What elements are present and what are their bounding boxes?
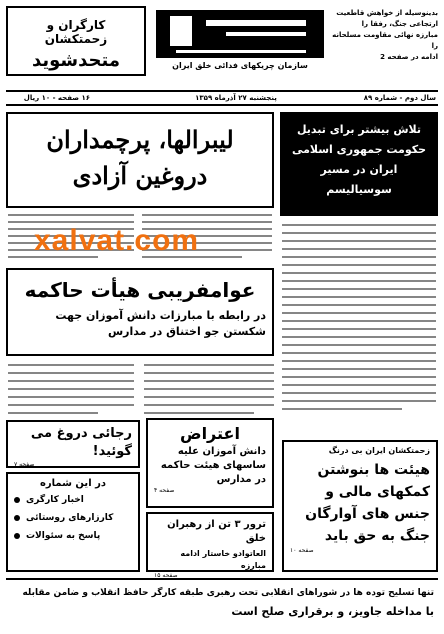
issue-number: سال دوم - شماره ۸۹ <box>363 94 436 102</box>
rajai-box <box>6 420 140 468</box>
terror-text: العاتوادو خاستار ادامه مبارزه <box>180 549 266 570</box>
index-item <box>14 513 132 523</box>
terror-page-ref: صفحه ۱۵ <box>154 572 178 579</box>
middle-article-text <box>8 362 274 418</box>
issue-date: پنجشنبه ۲۷ آذرماه ۱۳۵۹ <box>195 94 277 102</box>
right-text-line-4: ادامه در صفحه 2 <box>380 53 438 61</box>
bullet-icon <box>14 533 20 539</box>
protest-title: اعتراض <box>180 424 240 443</box>
refugee-box <box>282 440 438 572</box>
protest-text: دانش آموزان علیه ساسهای هیئت حاکمه در مدارس <box>160 446 266 485</box>
right-headline: تلاش بیشتر برای تبدیل حکومت جمهوری اسلامی ایران در مسیر سوسیالیسم <box>291 123 427 196</box>
index-box <box>6 472 140 572</box>
terror-title: ترور ۳ تن از رهبران خلق <box>167 519 266 544</box>
org-name: سازمان چریکهای فدائی خلق ایران <box>172 61 308 70</box>
slogan-line-2: متحدشوید <box>31 50 120 71</box>
masthead-right-text <box>328 8 438 78</box>
protest-box <box>146 418 274 508</box>
watermark: xalvat.com <box>34 224 200 257</box>
index-item-label: کارزارهای روستائی <box>26 513 114 523</box>
middle-headline-box <box>6 268 274 356</box>
footer-banner <box>6 578 438 628</box>
logo-graphic <box>156 10 324 58</box>
refugee-body: هیئت ها بنوشتن کمکهای مالی و جنس های آوارگان جنگ به حق باید <box>305 462 430 544</box>
index-title: در این شماره <box>40 478 106 489</box>
middle-subhead: در رابطه با مبارزات دانش آموزان جهت شکستن جو اختناق در مدارس <box>55 309 266 338</box>
rajai-page-ref: صفحه ۷ <box>14 461 35 468</box>
masthead <box>6 6 438 90</box>
newspaper-logo <box>156 10 324 58</box>
main-headline: لیبرالها، پرچمداران دروغین آزادی <box>46 125 234 190</box>
refugee-page-ref: صفحه ۱۰ <box>290 547 314 554</box>
article-text-right <box>282 222 436 418</box>
dateline <box>6 90 438 106</box>
index-item <box>14 531 132 541</box>
right-text-line-2: ارتجاعی جنگ، رفقا را <box>361 20 438 28</box>
slogan-line-1: کارگران و زحمتکشان <box>44 18 108 46</box>
pages-price: ۱۶ صفحه - ۱۰ ریال <box>23 94 90 102</box>
footer-line-1: تنها تسلیح توده ها در شوراهای انقلابی تحت رهبری طبقه کارگر حافظ انقلاب و ضامن مقابله <box>22 588 434 598</box>
rajai-title: رجائی دروغ می گوئید! <box>30 426 132 459</box>
main-headline-box <box>6 112 274 208</box>
refugee-title: زحمتکشان ایران بی درنگ <box>328 446 430 455</box>
bullet-icon <box>14 515 20 521</box>
index-item <box>14 495 132 505</box>
middle-headline: عوامفریبی هیأت حاکمه <box>24 278 256 302</box>
terror-box <box>146 512 274 579</box>
right-headline-box <box>280 112 438 216</box>
right-text-line-1: بدینوسیله از خواهش قاطعیت <box>336 9 438 17</box>
index-item-label: اخبار کارگری <box>26 495 84 505</box>
right-text-line-3: مبارزه نهائی مقاومت مسلحانه را <box>332 31 438 50</box>
footer-line-2: با مداخله جاویز، و برقراری صلح است <box>231 605 434 618</box>
slogan-box <box>6 6 146 76</box>
protest-page-ref: صفحه ۴ <box>154 487 175 494</box>
bullet-icon <box>14 497 20 503</box>
index-item-label: پاسخ به سئوالات <box>26 531 101 541</box>
